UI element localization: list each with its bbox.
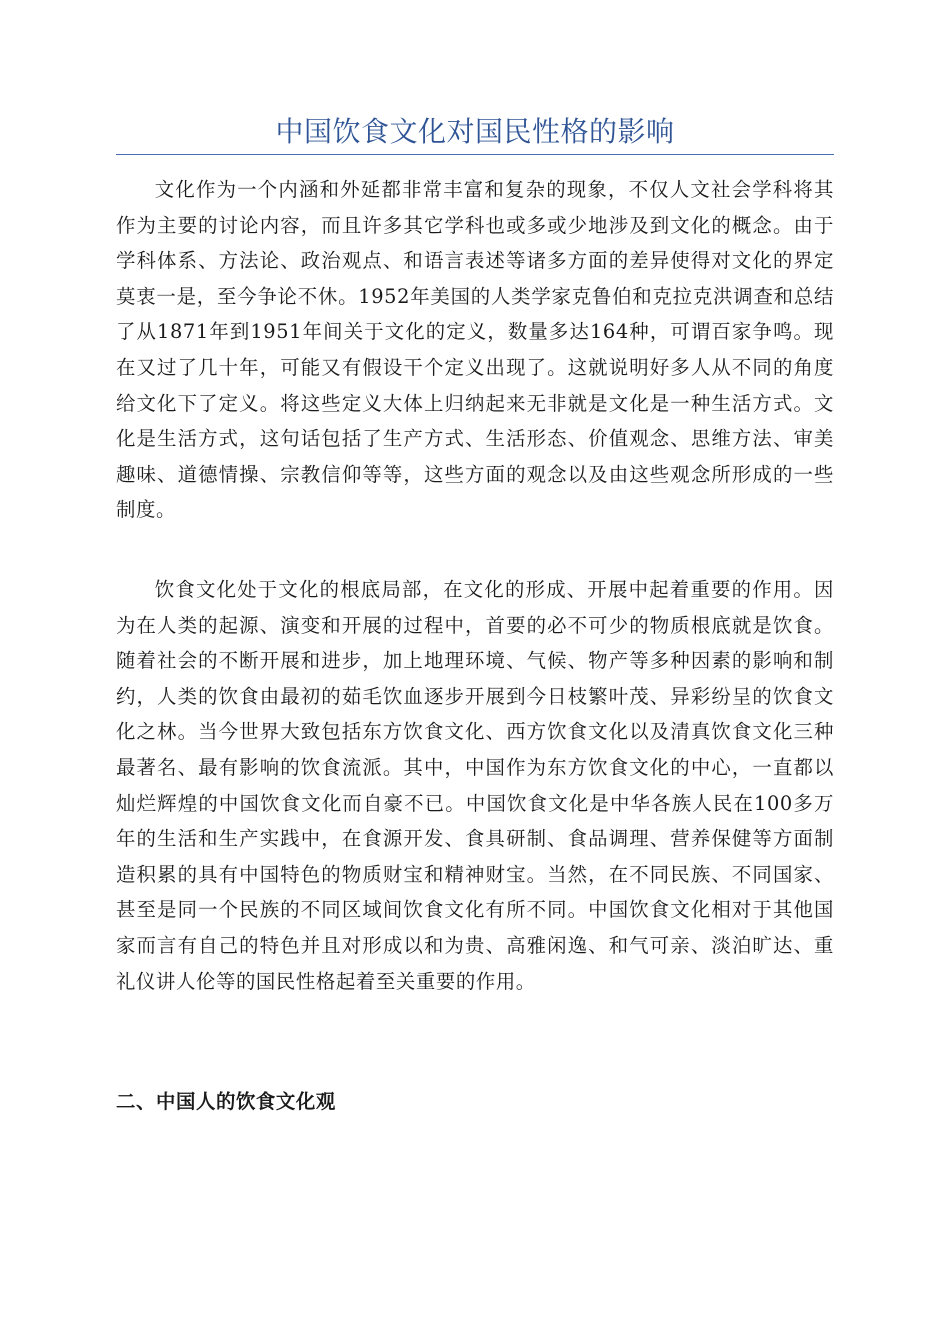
title-underline xyxy=(116,154,834,155)
document-title: 中国饮食文化对国民性格的影响 xyxy=(275,115,675,148)
section-heading: 二、中国人的饮食文化观 xyxy=(116,1090,336,1113)
body-paragraph-2: 饮食文化处于文化的根底局部，在文化的形成、开展中起着重要的作用。因为在人类的起源、演变和开展的过程中，首要的必不可少的物质根底就是饮食。随着社会的不断开展和进步，加上地理环境、气候、物产等多种因素的影响和制约，人类的饮食由最初的茹毛饮血逐步开展到今日枝繁叶茂、异彩纷呈的饮食文化之林。当今世界大致包括东方饮食文化、西方饮食文化以及清真饮食文化三种最著名、最有影响的饮食流派。其中，中国作为东方饮食文化的中心，一直都以灿烂辉煌的中国饮食文化而自豪不已。中国饮食文化是中华各族人民在100多万年的生活和生产实践中，在食源开发、食具研制、食品调理、营养保健等方面制造积累的具有中国特色的物质财宝和精神财宝。当然，在不同民族、不同国家、甚至是同一个民族的不同区域间饮食文化有所不同。中国饮食文化相对于其他国家而言有自己的特色并且对形成以和为贵、高雅闲逸、和气可亲、淡泊旷达、重礼仪讲人伦等的国民性格起着至关重要的作用。 xyxy=(116,578,834,993)
body-paragraph-1: 文化作为一个内涵和外延都非常丰富和复杂的现象，不仅人文社会学科将其作为主要的讨论内容，而且许多其它学科也或多或少地涉及到文化的概念。由于学科体系、方法论、政治观点、和语言表述等诸多方面的差异使得对文化的界定莫衷一是，至今争论不休。1952年美国的人类学家克鲁伯和克拉克洪调查和总结了从1871年到1951年间关于文化的定义，数量多达164种，可谓百家争鸣。现在又过了几十年，可能又有假设干个定义出现了。这就说明好多人从不同的角度给文化下了定义。将这些定义大体上归纳起来无非就是文化是一种生活方式。文化是生活方式，这句话包括了生产方式、生活形态、价值观念、思维方法、审美趣味、道德情操、宗教信仰等等，这些方面的观念以及由这些观念所形成的一些制度。 xyxy=(116,178,834,522)
